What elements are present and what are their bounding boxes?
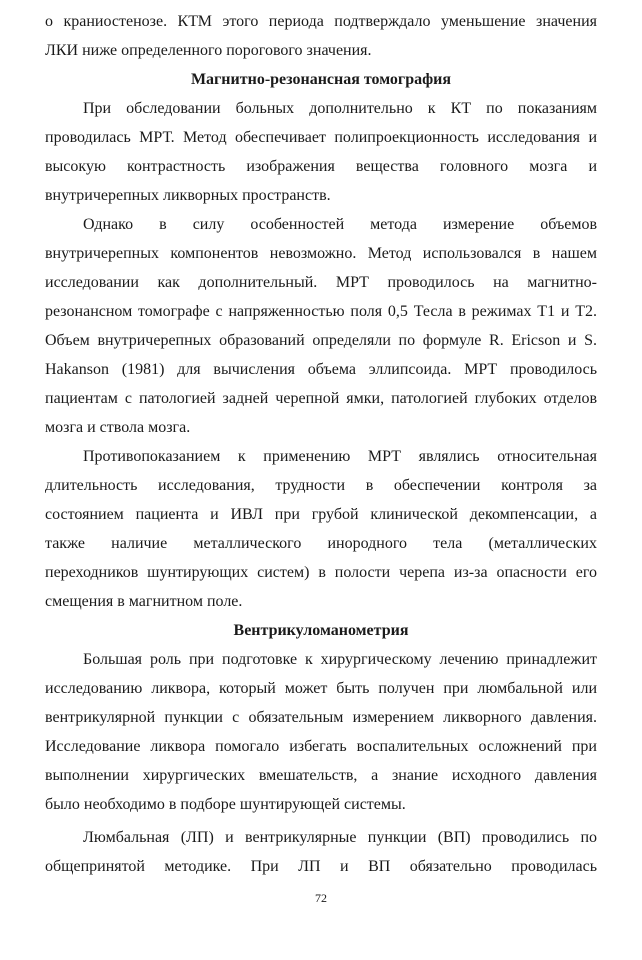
- document-page: [45, 7, 597, 881]
- section-heading: Вентрикуломанометрия: [233, 622, 409, 639]
- text-line: состоянием пациента и ИВЛ при грубой клинической декомпенсации, а: [45, 506, 597, 523]
- text-line: Исследование ликвора помогало избегать воспалительных осложнений при: [45, 738, 597, 755]
- text-line: исследовании как дополнительный. МРТ проводилось на магнитно-: [45, 274, 597, 291]
- text-line: Однако в силу особенностей метода измерение объемов: [83, 216, 597, 233]
- text-line: о краниостенозе. КТМ этого периода подтверждало уменьшение значения: [45, 13, 597, 30]
- text-line: внутричерепных ликворных пространств.: [45, 187, 331, 204]
- text-line: вентрикулярной пункции с обязательным измерением ликворного давления.: [45, 709, 597, 726]
- text-line: высокую контрастность изображения вещества головного мозга и: [45, 158, 597, 175]
- text-line: пациентам с патологией задней черепной ямки, патологией глубоких отделов: [45, 390, 597, 407]
- text-line: было необходимо в подборе шунтирующей системы.: [45, 796, 406, 813]
- text-line: общепринятой методике. При ЛП и ВП обязательно проводилась: [45, 858, 597, 875]
- text-line: ЛКИ ниже определенного порогового значения.: [45, 42, 372, 59]
- text-line: Большая роль при подготовке к хирургическому лечению принадлежит: [83, 651, 597, 668]
- section-heading: Магнитно-резонансная томография: [190, 71, 452, 88]
- text-line: выполнении хирургических вмешательств, а знание исходного давления: [45, 767, 597, 784]
- text-line: длительность исследования, трудности в обеспечении контроля за: [45, 477, 597, 494]
- text-line: Люмбальная (ЛП) и вентрикулярные пункции (ВП) проводились по: [83, 829, 597, 846]
- text-line: переходников шунтирующих систем) в полости черепа из-за опасности его: [45, 564, 597, 581]
- text-line: Объем внутричерепных образований определяли по формуле R. Ericson и S.: [45, 332, 597, 349]
- text-line: Противопоказанием к применению МРТ являлись относительная: [83, 448, 597, 465]
- page-number: 72: [315, 891, 327, 905]
- text-line: внутричерепных компонентов невозможно. Метод использовался в нашем: [45, 245, 597, 262]
- text-line: также наличие металлического инородного тела (металлических: [45, 535, 597, 552]
- text-line: проводилась МРТ. Метод обеспечивает полипроекционность исследования и: [45, 129, 597, 146]
- text-line: резонансном томографе с напряженностью поля 0,5 Тесла в режимах Т1 и Т2.: [45, 303, 597, 320]
- text-line: Hakanson (1981) для вычисления объема эллипсоида. МРТ проводилось: [45, 361, 597, 378]
- text-line: исследованию ликвора, который может быть получен при люмбальной или: [45, 680, 597, 697]
- text-line: мозга и ствола мозга.: [45, 419, 191, 436]
- text-line: смещения в магнитном поле.: [45, 593, 243, 610]
- text-line: При обследовании больных дополнительно к КТ по показаниям: [83, 100, 597, 117]
